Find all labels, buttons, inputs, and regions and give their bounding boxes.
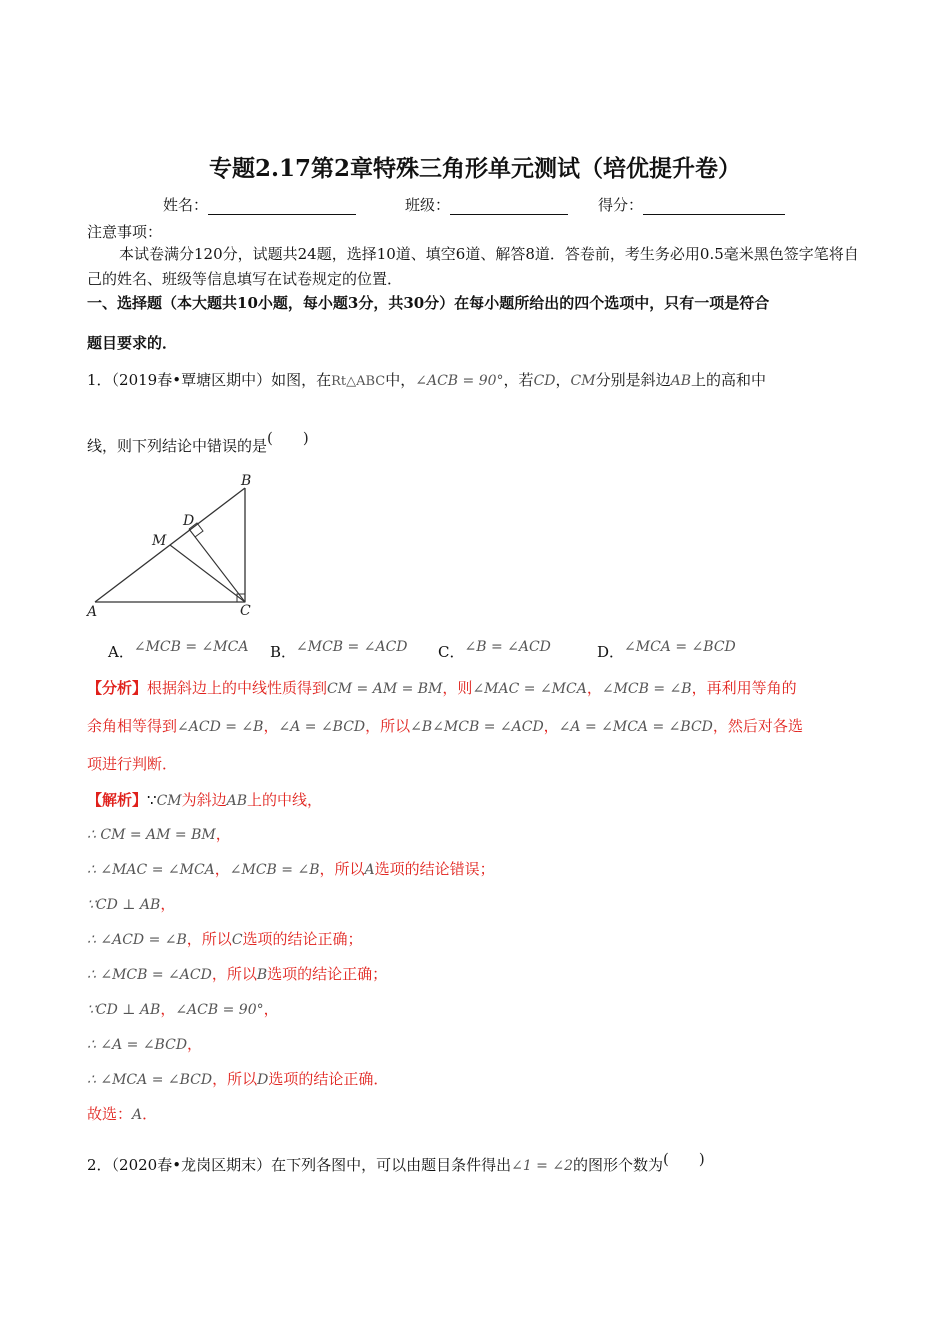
math-cm: CM [570, 373, 596, 389]
label-b: B [241, 473, 252, 489]
analysis-text: 余角相等得到 [87, 717, 178, 735]
answer-math: A [132, 1107, 143, 1123]
solution-line-3 [87, 859, 495, 880]
analysis-text: ，则 [442, 679, 473, 697]
score-field[interactable] [598, 195, 785, 215]
analysis-math: ∠MAC = ∠MCA [472, 681, 587, 697]
solution-math: ∵CD ⊥ AB [87, 897, 161, 913]
name-label: 姓名： [163, 196, 209, 214]
solution-text: 上的中线， [247, 791, 323, 809]
section-heading-cont: 题目要求的． [87, 334, 178, 352]
answer-end: ． [142, 1105, 158, 1123]
analysis-line-3: 项进行判断． [87, 755, 178, 773]
triangle-figure [85, 470, 265, 620]
math-cd: CD [533, 373, 556, 389]
solution-line-6 [87, 964, 387, 985]
option-c[interactable] [438, 639, 551, 663]
math-ab: AB [670, 373, 691, 389]
analysis-text: ， [543, 717, 559, 735]
solution-math: C [231, 932, 243, 948]
option-label: A． [108, 643, 134, 661]
label-m: M [152, 533, 167, 549]
page-title: 专题2.17第2章特殊三角形单元测试（培优提升卷） [208, 155, 742, 182]
analysis-tag: 【分析】 [87, 679, 148, 697]
solution-text: ， [160, 1000, 176, 1018]
analysis-text: ， [263, 717, 279, 735]
analysis-line-1 [87, 678, 797, 699]
class-label: 班级： [405, 196, 451, 214]
solution-text: 选项的结论正确； [267, 965, 388, 983]
analysis-math: ∠A = ∠MCA = ∠BCD [558, 719, 713, 735]
solution-math: ∴ ∠MAC = ∠MCA [87, 862, 215, 878]
name-field[interactable] [163, 195, 356, 215]
solution-text: 选项的结论正确； [242, 930, 363, 948]
solution-math: ∴ ∠MCA = ∠BCD [87, 1072, 213, 1088]
stem-text: 在下列各图中，可以由题目条件得出 [271, 1156, 512, 1174]
question-number: 2． [87, 1156, 112, 1174]
solution-math: ∴ ∠ACD = ∠B [87, 932, 187, 948]
solution-text: ， [215, 825, 231, 843]
analysis-math: ∠A = ∠BCD [278, 719, 366, 735]
solution-math: ∴ ∠MCB = ∠ACD [87, 967, 212, 983]
solution-text: ， [187, 1035, 203, 1053]
solution-line-1 [87, 790, 322, 811]
math-angle: ∠1 = ∠2 [511, 1158, 573, 1174]
class-field[interactable] [405, 195, 568, 215]
solution-text: 为斜边 [181, 791, 227, 809]
stem-text: 如图，在 [271, 371, 332, 389]
analysis-text: ， [586, 679, 602, 697]
solution-text: 选项的结论正确． [268, 1070, 389, 1088]
solution-line-8 [87, 1034, 202, 1055]
option-d[interactable] [597, 639, 736, 663]
analysis-math: ∠B∠MCB = ∠ACD [410, 719, 544, 735]
stem-text: ， [555, 371, 571, 389]
solution-math: CM [156, 793, 182, 809]
question-number: 1． [87, 371, 112, 389]
stem-text: 线，则下列结论中错误的是 [87, 437, 268, 455]
stem-text: ，若 [503, 371, 534, 389]
solution-line-5 [87, 929, 363, 950]
solution-line-2 [87, 824, 231, 845]
analysis-line-2 [87, 716, 803, 737]
solution-line-7 [87, 999, 279, 1020]
solution-line-4 [87, 894, 175, 915]
solution-math: ∠ACB = 90° [175, 1002, 264, 1018]
name-blank[interactable] [208, 198, 356, 215]
analysis-math: ∠MCB = ∠B [601, 681, 692, 697]
label-c: C [240, 603, 251, 619]
question-1-stem [87, 370, 766, 392]
solution-text: ， [160, 895, 176, 913]
option-label: C． [438, 643, 465, 661]
option-math: ∠MCB = ∠ACD [296, 639, 408, 655]
notes-body [87, 242, 867, 292]
solution-text: ，所以 [212, 1070, 258, 1088]
math-angle: ∠ACB = 90° [415, 373, 504, 389]
analysis-text: ，再利用等角的 [691, 679, 797, 697]
solution-math: ∠MCB = ∠B [229, 862, 320, 878]
solution-line-9 [87, 1069, 388, 1090]
option-b[interactable] [270, 639, 408, 663]
analysis-text: 根据斜边上的中线性质得到 [147, 679, 328, 697]
question-2-stem [87, 1150, 705, 1176]
analysis-math: ∠ACD = ∠B [177, 719, 264, 735]
question-source: （2020春•龙岗区期末） [111, 1156, 272, 1174]
option-math: ∠B = ∠ACD [464, 639, 551, 655]
analysis-text: ，所以 [365, 717, 411, 735]
solution-math: D [257, 1072, 269, 1088]
solution-math: ∴ ∠A = ∠BCD [87, 1037, 188, 1053]
solution-tag: 【解析】 [87, 791, 148, 809]
solution-math: A [364, 862, 375, 878]
option-math: ∠MCB = ∠MCA [133, 639, 249, 655]
label-a: A [87, 604, 98, 620]
option-label: B． [270, 643, 297, 661]
solution-math: ∴ CM = AM = BM [87, 827, 216, 843]
solution-text: ， [263, 1000, 279, 1018]
notes-heading: 注意事项： [87, 223, 163, 241]
answer-paren[interactable]: ( ) [267, 429, 309, 447]
question-1-stem-cont [87, 429, 309, 456]
solution-text: ，所以 [319, 860, 365, 878]
notes-text: 本试卷满分120分，试题共24题，选择10道、填空6道、解答8道．答卷前，考生务必用0.5毫米黑色签字笔将自己的姓名、班级等信息填写在试卷规定的位置． [87, 245, 859, 288]
stem-text: 上的高和中 [690, 371, 766, 389]
answer-label: 故选： [87, 1105, 133, 1123]
solution-math: AB [226, 793, 248, 809]
solution-answer [87, 1104, 157, 1125]
option-math: ∠MCA = ∠BCD [624, 639, 736, 655]
math-triangle: Rt△ABC [331, 374, 386, 389]
question-source: （2019春•覃塘区期中） [111, 371, 272, 389]
label-d: D [183, 513, 195, 529]
solution-math: ∵CD ⊥ AB [87, 1002, 161, 1018]
option-label: D． [597, 643, 625, 661]
analysis-text: ，然后对各选 [712, 717, 803, 735]
section-heading: 一、选择题（本大题共10小题，每小题3分，共30分）在每小题所给出的四个选项中，只有一项是符合 [87, 294, 770, 312]
analysis-math: CM = AM = BM [327, 681, 443, 697]
class-blank[interactable] [450, 198, 568, 215]
solution-text: ， [214, 860, 230, 878]
because-symbol: ∵ [147, 791, 157, 809]
score-label: 得分： [598, 196, 644, 214]
stem-text: 中， [385, 371, 416, 389]
score-blank[interactable] [643, 198, 785, 215]
solution-math: B [256, 967, 268, 983]
stem-text: 分别是斜边 [595, 371, 671, 389]
solution-text: ，所以 [211, 965, 257, 983]
solution-text: ，所以 [186, 930, 232, 948]
solution-text: 选项的结论错误； [374, 860, 495, 878]
answer-paren[interactable]: ( ) [663, 1150, 705, 1168]
stem-text: 的图形个数为 [573, 1156, 664, 1174]
option-a[interactable] [108, 639, 249, 663]
